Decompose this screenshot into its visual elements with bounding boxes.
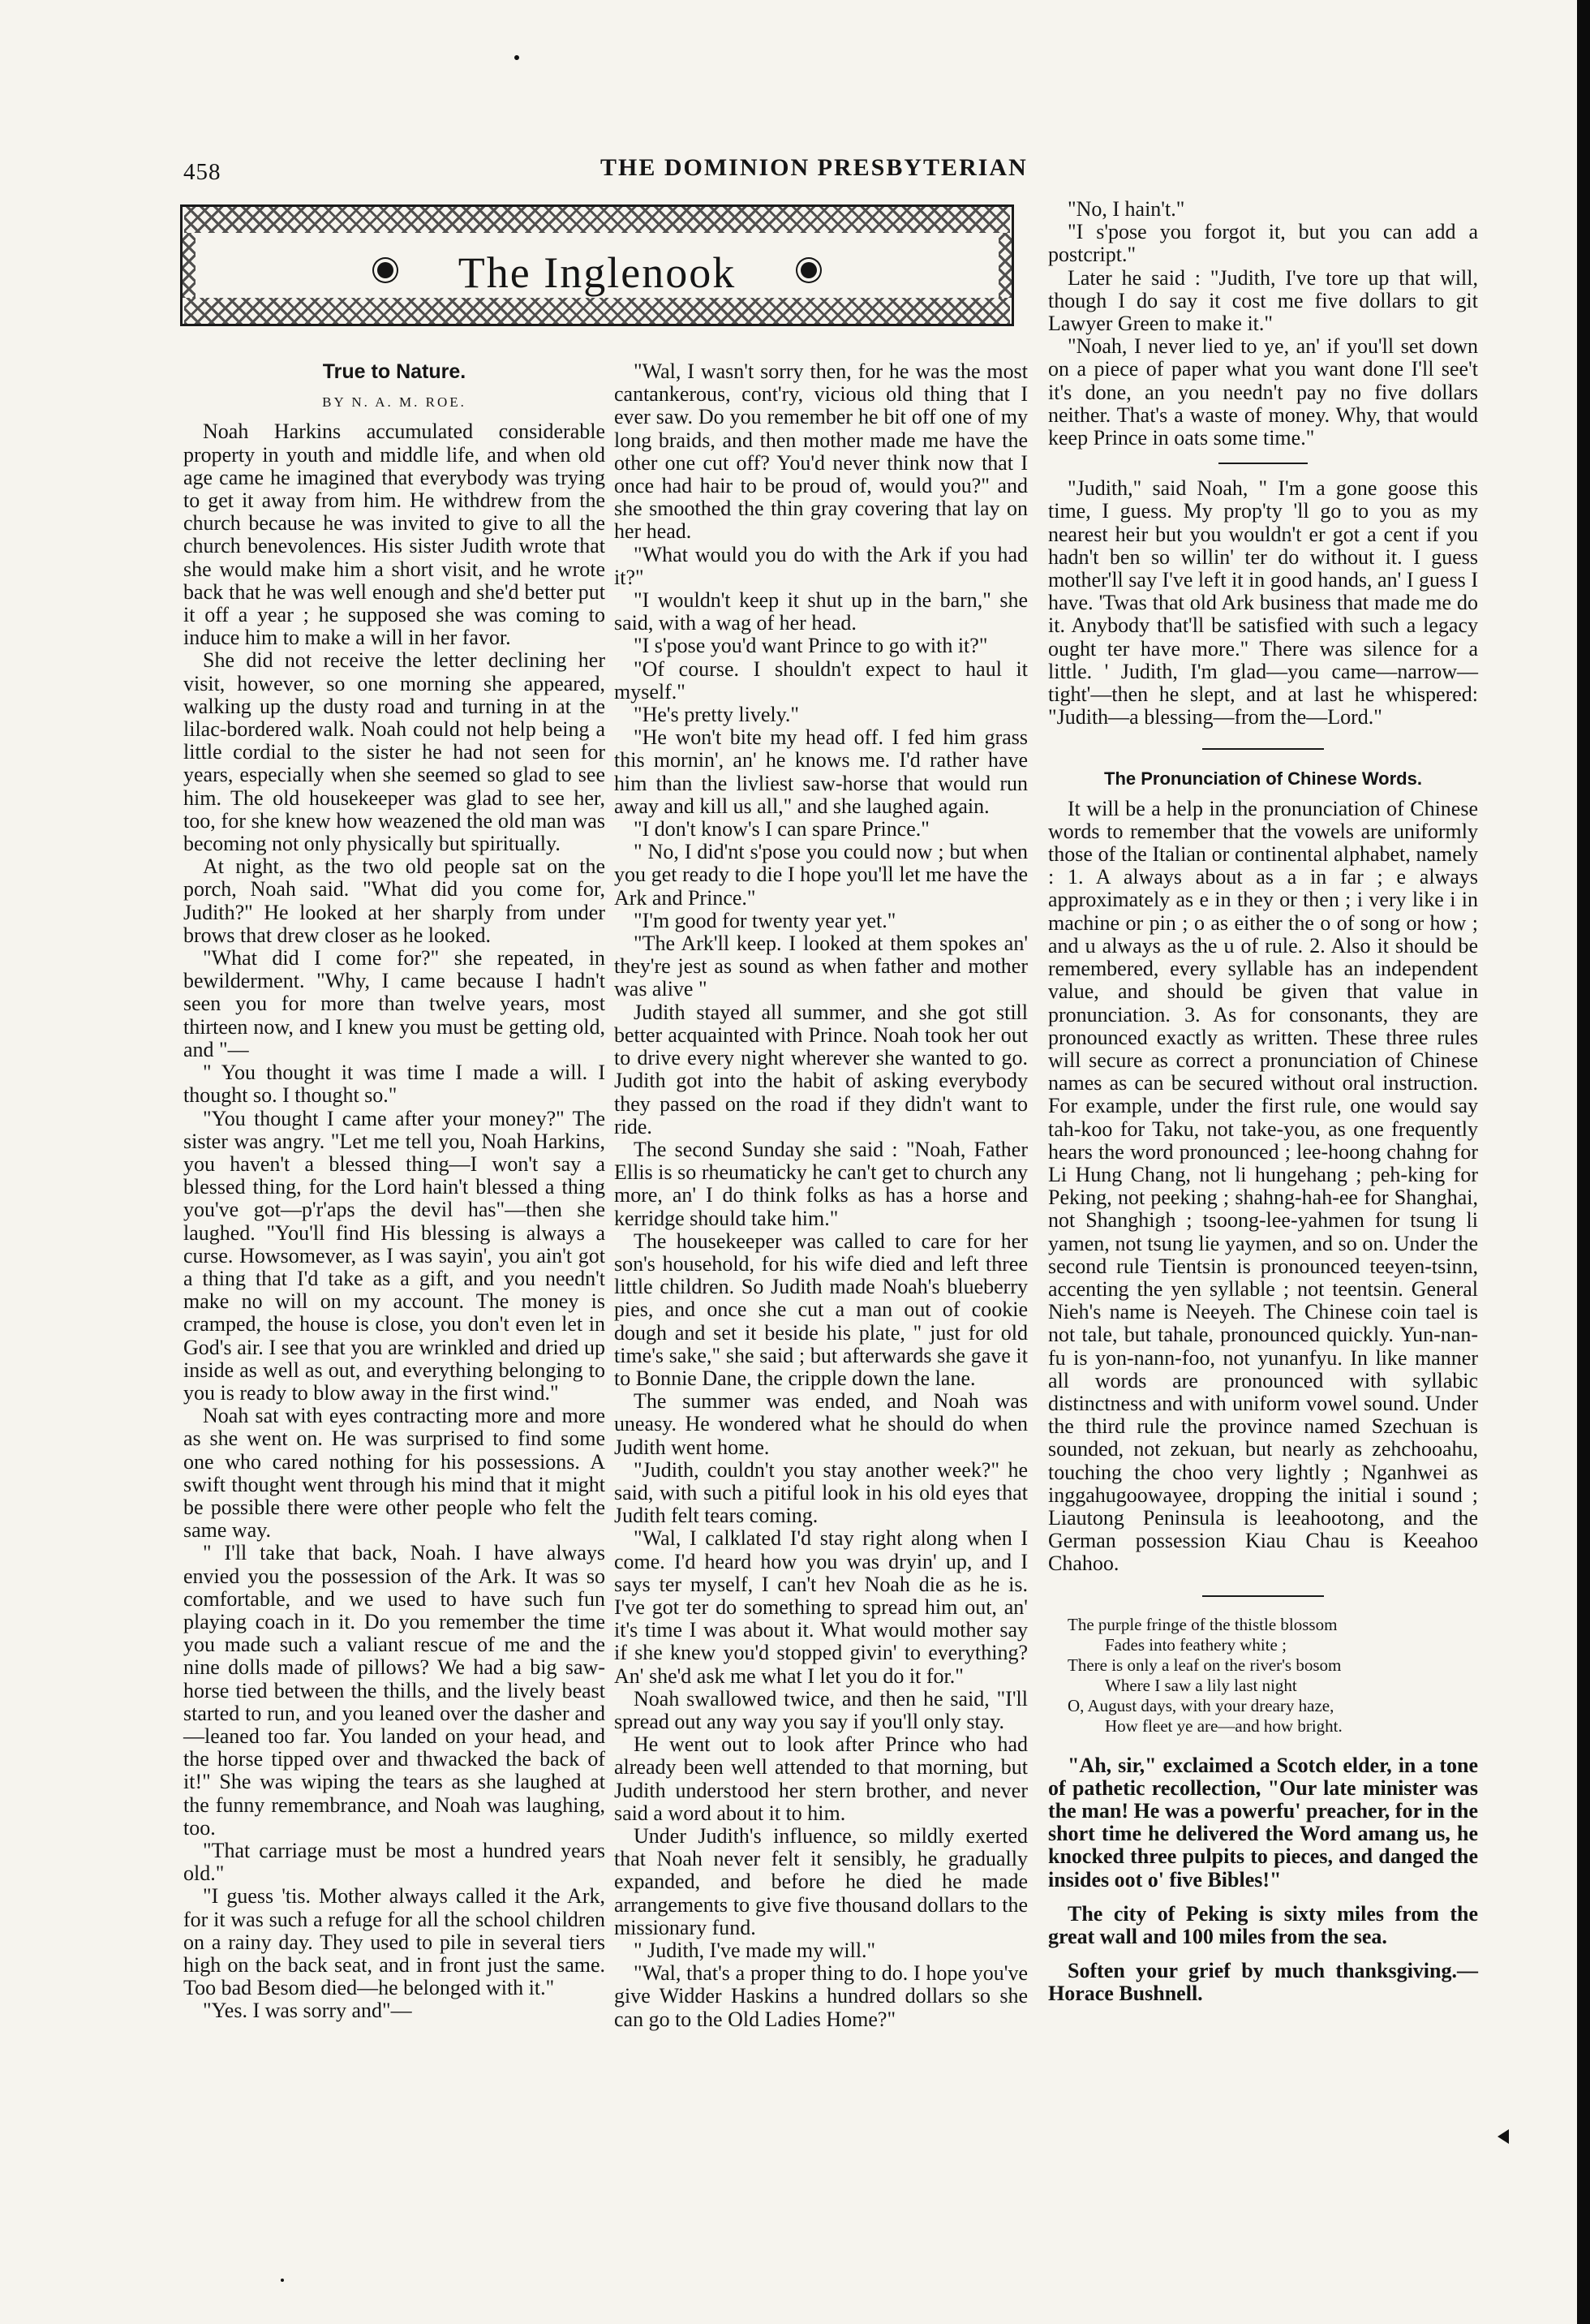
poem-line: Where I saw a lily last night — [1105, 1675, 1297, 1695]
story-paragraph: "Yes. I was sorry and"— — [203, 1999, 412, 2023]
chinese-article-title: The Pronunciation of Chinese Words. — [1104, 768, 1422, 790]
story-paragraph: "No, I hain't." — [1068, 197, 1185, 221]
divider-rule — [1218, 463, 1308, 464]
column-1 — [183, 360, 605, 2023]
story-paragraph: "Judith, couldn't you stay another week?" he said, with such a pitiful look in his old eyes that Judith felt tears coming. — [614, 1457, 1028, 1528]
story-paragraph: "Judith," said Noah, " I'm a gone goose this time, I guess. My prop'ty 'll go to you as my nearest heir but you wouldn't er got a cent if you hadn't ben so willin' ter do without it. I guess mother'll say I've left it in good hands, an' I guess I have. 'Twas that old Ark business that made me do it. Anybody that'll be satisfied with such a legacy ought ter have more." There was silence for a little. ' Judith, I'm glad—you came—narrow—tight'—then he slept, and at last he whispered: "Judith—a blessing—from the—Lord." — [1048, 476, 1478, 729]
story-paragraph: "I s'pose you forgot it, but you can add a postcript." — [1048, 220, 1478, 267]
divider-rule — [1202, 748, 1324, 750]
poem-line: The purple fringe of the thistle blossom — [1068, 1614, 1338, 1634]
story-paragraph: She did not receive the letter declining her visit, however, so one morning she appeared, walking up the dusty road and turning in at the lilac-bordered walk. Noah could not help being a little cordial to the sister he had not seen for years, especially when she seemed so glad to see him. The old housekeeper was glad to see her, too, for she knew how weazened the old man was becoming not only physically but spiritually. — [183, 648, 605, 856]
story-paragraph: "I don't know's I can spare Prince." — [634, 817, 930, 841]
story-paragraph: Noah sat with eyes contracting more and more as she went on. He was surprised to find some one who cared nothing for his possessions. A swift thought went through his mind that it might be possible there were other people who felt the same way. — [183, 1404, 605, 1543]
poem-line: How fleet ye are—and how bright. — [1105, 1715, 1343, 1736]
story-paragraph: " You thought it was time I made a will. I thought so. I thought so." — [183, 1061, 605, 1108]
story-paragraph: " I'll take that back, Noah. I have always envied you the possession of the Ark. It was so comfortable, and we used to have such fun playing coach in it. Do you remember the time you made such a valiant rescue of me and the nine dolls made of pillows? We had a big saw-horse tied between the thills, and the lively beast started to run, and you leaned over the dasher and—leaned too far. You landed on your head, and the horse tipped over and thwacked the back of it!" She was wiping the tears as she laughed at the funny remembrance, and Noah was laughing, too. — [183, 1541, 605, 1840]
story-paragraph: "What would you do with the Ark if you had it?" — [614, 542, 1028, 589]
story-byline: BY N. A. M. ROE. — [322, 394, 466, 411]
column-2-body — [614, 360, 1028, 2031]
story-paragraph: "I wouldn't keep it shut up in the barn," she said, with a wag of her head. — [614, 588, 1028, 635]
story-paragraph: "I guess 'tis. Mother always called it the Ark, for it was such a refuge for all the school children on a rainy day. They used to pile in several tiers high on the back seat, and in front just the same. Too bad Besom died—he belonged with it." — [183, 1884, 605, 2000]
story-paragraph: "The Ark'll keep. I looked at them spokes an' they're jest as sound as when father and mother was alive " — [614, 932, 1028, 1001]
story-paragraph: The second Sunday she said : "Noah, Father Ellis is so rheumaticky he can't get to church any more, an' I do think folks as has a horse and kerridge should take him." — [614, 1137, 1028, 1230]
poem-line: There is only a leaf on the river's bosom — [1068, 1655, 1342, 1675]
binding-edge — [1577, 0, 1590, 2324]
poem-line: Fades into feathery white ; — [1105, 1634, 1287, 1655]
scotch-elder-anecdote: "Ah, sir," exclaimed a Scotch elder, in a tone of pathetic recollection, "Our late minister was the man! He was a powerfu' preacher, for in the short time he delivered the Word amang us, he knocked three pulpits to pieces, and danged the insides oot o' five Bibles!" — [1048, 1753, 1478, 1891]
page-number: 458 — [183, 159, 221, 185]
divider-rule — [1202, 1595, 1324, 1597]
story-paragraph: Judith stayed all summer, and she got still better acquainted with Prince. Noah took her out to drive every night wherever she wanted to go. Judith got into the habit of asking everybody they passed on the road if they didn't want to ride. — [614, 1000, 1028, 1138]
story-paragraph: The summer was ended, and Noah was uneasy. He wondered what he should do when Judith went home. — [614, 1389, 1028, 1459]
story-paragraph: Noah swallowed twice, and then he said, "I'll spread out any way you say if you'll only stay. — [614, 1686, 1028, 1733]
column-3-continuation — [1048, 477, 1478, 729]
chinese-article-body: It will be a help in the pronunciation of Chinese words to remember that the vowels are uniformly those of the Italian or continental alphabet, namely : 1. A always about as a in far ; e always approximately as e in they or then ; i very like i in machine or pin ; o as either the o of song or how ; and u always as the u of rule. 2. Also it should be remembered, every syllable has an independent value, and should be given that value in pronunciation. 3. As for consonants, they are pronounced exactly as written. These three rules will secure as correct a pronunciation of Chinese names as can be secured without oral instruction. For example, under the first rule, one would say tah-koo for Taku, not take-you, as one frequently hears the word pronounced ; lee-hoong chahng for Li Hung Chang, not li hungehang ; peh-king for Peking, not peeking ; shahng-hah-ee for Shanghai, not Shanghigh ; tsoong-lee-yahmen for tsung li yamen, not tsung lie yaymen, and so on. Under the second rule Tientsin is pronounced teeyen-tsinn, accenting the yen syllable ; not teentsin. General Nieh's name is Neeyeh. The Chinese coin tael is not tale, but tahale, pronounced quickly. Yun-nan-fu is yon-nann-foo, not yunanfyu. In like manner all words are pronounced with syllabic distinctness and with uniform vowel sound. Under the third rule the province named Szechuan is sounded, not zekuan, but nearly as zehchooahu, touching the choo very lightly ; Nganhwei as inggahugoowayee, dropping the initial i sound ; Liautong Peninsula is leeahootong, and the German possession Kiau Chau is Keeahoo Chahoo. — [1048, 796, 1478, 1576]
ink-speck — [514, 55, 519, 60]
section-header-box — [180, 204, 1014, 326]
column-3 — [1048, 198, 1478, 2006]
story-paragraph: " No, I did'nt s'pose you could now ; but when you get ready to die I hope you'll let me have the Ark and Prince." — [614, 840, 1028, 910]
column-1-body — [183, 420, 605, 2022]
story-paragraph: Later he said : "Judith, I've tore up that will, though I do say it cost me five dollars to git Lawyer Green to make it." — [1048, 265, 1478, 336]
story-paragraph: "Wal, I calklated I'd stay right along when I come. I'd heard how you was dryin' up, and I says ter myself, I can't hev Noah die as he is. I've got ter do something to spread him out, an' it's time I was about it. What would mother say if she knew you'd stopped givin' to everything? An' she'd ask me what I let you do it for." — [614, 1526, 1028, 1688]
story-paragraph: "What did I come for?" she repeated, in bewilderment. "Why, I came because I hadn't seen you for more than twelve years, most thirteen now, and I knew you must be getting old, and "— — [183, 946, 605, 1061]
column-3-body — [1048, 198, 1478, 450]
story-paragraph: At night, as the two old people sat on the porch, Noah said. "What did you come for, Judith?" He looked at her sharply from under brows that drew closer as he looked. — [183, 854, 605, 947]
column-2 — [614, 360, 1028, 2031]
story-paragraph: " Judith, I've made my will." — [634, 1939, 876, 1963]
story-paragraph: "Wal, that's a proper thing to do. I hope you've give Widder Haskins a hundred dollars so she can go to the Old Ladies Home?" — [614, 1961, 1028, 2031]
ornament-border-top — [184, 207, 1010, 233]
story-paragraph: Under Judith's influence, so mildly exerted that Noah never felt it sensibly, he gradually expanded, and before he died he made arrangements to give five thousand dollars to the missionary fund. — [614, 1824, 1028, 1939]
poem-line: O, August days, with your dreary haze, — [1068, 1695, 1334, 1715]
story-paragraph: "That carriage must be most a hundred years old." — [183, 1839, 605, 1886]
section-title: The Inglenook — [458, 248, 737, 297]
story-paragraph: "You thought I came after your money?" The sister was angry. "Let me tell you, Noah Harkins, you haven't a blessed thing—I won't say a blessed thing, for the Lord hain't blessed a thing you've got—p'r'aps the devil has"—then she laughed. "You'll find His blessing is always a curse. Howsomever, as I was sayin', you ain't got a thing that I'd take as a gift, and you needn't make no will on my account. The money is cramped, the house is close, you don't even let in God's air. I see that you are wrinkled and dried up inside as well as out, and everything belonging to you is ready to blow away in the first wind." — [183, 1106, 605, 1405]
story-paragraph: He went out to look after Prince who had already been well attended to that morning, but Judith understood her stern brother, and never said a word about it to him. — [614, 1732, 1028, 1825]
story-paragraph: "Wal, I wasn't sorry then, for he was the most cantankerous, cont'ry, vicious old thing that I ever saw. Do you remember he bit off one of my long braids, and then mother made me have the other one cut off? You'd never think now that I once had hair to be proud of, would you?" and she smoothed the thin gray covering that lay on her head. — [614, 359, 1028, 544]
story-paragraph: "I s'pose you'd want Prince to go with it?" — [634, 634, 988, 658]
story-paragraph: Noah Harkins accumulated considerable property in youth and middle life, and when old age came he imagined that everybody was trying to get it away from him. He withdrew from the church because he was invited to give to all the church benevolences. His sister Judith wrote that she would make him a short visit, and he wrote back that he was well enough and she'd better put it off a year ; he supposed she was coming to induce him to make a will in her favor. — [183, 420, 605, 650]
bushnell-quote: Soften your grief by much thanksgiving.—Horace Bushnell. — [1048, 1959, 1478, 2006]
poem — [1048, 1615, 1478, 1737]
ornament-border-bottom — [184, 298, 1010, 324]
story-title: True to Nature. — [322, 360, 466, 383]
story-paragraph: "Of course. I shouldn't expect to haul it myself." — [614, 656, 1028, 704]
pointer-mark-icon — [1498, 2129, 1509, 2144]
story-paragraph: "He won't bite my head off. I fed him grass this mornin', an' he knows me. I'd rather have him than the livliest saw-horse that would run away and kill us all," and she laughed again. — [614, 725, 1028, 818]
running-head: THE DOMINION PRESBYTERIAN — [600, 154, 1028, 181]
ink-speck — [281, 2279, 284, 2282]
peking-note: The city of Peking is sixty miles from the great wall and 100 miles from the sea. — [1048, 1901, 1478, 1948]
story-paragraph: The housekeeper was called to care for her son's household, for his wife died and left three little children. So Judith made Noah's blueberry pies, and once she cut a man out of cookie dough and set it beside his plate, " just for old time's sake," she said ; but afterwards she gave it to Bonnie Dane, the cripple down the lane. — [614, 1229, 1028, 1390]
story-paragraph: "He's pretty lively." — [634, 703, 800, 727]
story-paragraph: "Noah, I never lied to ye, an' if you'll set down on a piece of paper what you want done I'll see't it's done, an you needn't pay no five dollars neither. That's a waste of money. Why, that would keep Prince in oats some time." — [1048, 334, 1478, 450]
story-paragraph: "I'm good for twenty year yet." — [634, 908, 896, 932]
